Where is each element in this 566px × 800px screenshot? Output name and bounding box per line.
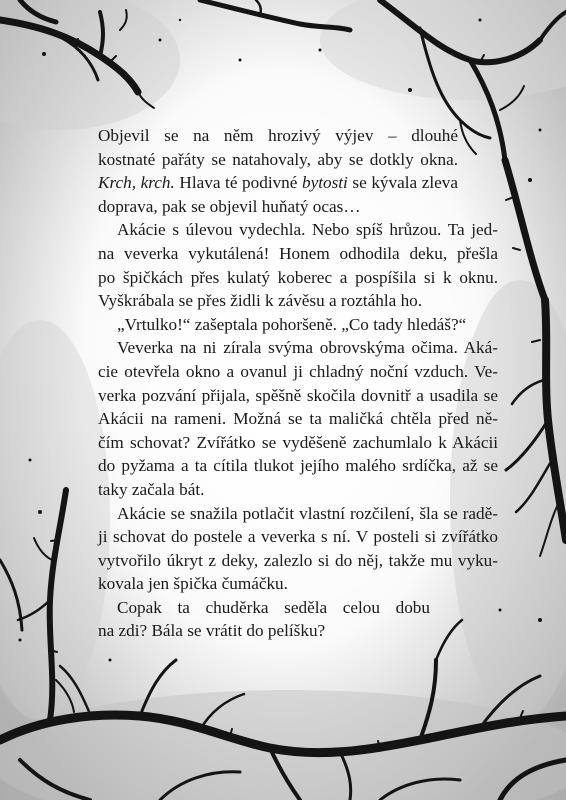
text-line: „Vrtulko!“ zašeptala pohoršeně. „Co tady hledáš?“ [117,314,467,334]
text-line: cie otevřela okno a ovanul ji chladný noční vzduch. Ve- [98,361,498,381]
text-line: Akácii na rameni. Možná se ta maličká chtěla před ně- [98,409,498,429]
branch-top-center [200,0,350,30]
text-line: verka pozvání přijala, spěšně skočila dovnitř a usadila se [98,385,498,405]
text-line: čím schovat? Zvířátko se vyděšeně zachumlalo k Akácii [98,432,498,452]
branch-top-right [380,0,540,62]
text-line: doprava, pak se objevil huňatý ocas… [98,196,361,216]
text-line: kovala jen špička čumáčku. [98,574,288,594]
story-text [98,124,498,643]
text-line: Akácie s úlevou vydechla. Nebo spíš hrůzou. Ta jed- [117,220,498,240]
text-line: na zdi? Bála se vrátit do pelíšku? [98,621,326,641]
text-line [98,171,458,195]
paragraph-4 [98,502,498,596]
text-line: Akácie se snažila potlačit vlastní rozčilení, šla se radě- [117,503,498,523]
branch-left [50,490,66,720]
paragraph-1 [98,124,458,218]
text-line: Vyškrábala se přes židli k závěsu a roztáhla ho. [98,291,423,311]
text-line: taky začala bát. [98,479,205,499]
text-span: Hlava té podivné [174,173,302,193]
branch-bottom [0,715,566,753]
branch-top-left [0,20,138,92]
paragraph-3 [98,336,498,501]
text-line: ji schovat do postele a veverka s ní. V posteli si zvířátko [98,527,498,547]
text-line: Veverka na ni zírala svýma obrovskýma očima. Aká- [117,338,498,358]
text-line: vytvořilo úkryt z deky, zalezlo si do něj, takže mu vyku- [98,550,498,570]
text-line: Objevil se na něm hrozivý výjev – dlouhé [98,126,458,145]
paragraph-5 [98,596,430,643]
paragraph-2 [98,218,498,336]
text-line: po špičkách přes kulatý koberec a pospíšila si k oknu. [98,267,498,287]
text-span: se kývala zleva [347,173,458,193]
onomatopoeia-text: Krch, krch. [98,173,175,193]
emphasis-text: bytosti [302,173,348,193]
text-line: Copak ta chuděrka seděla celou dobu [117,597,430,617]
text-line: na veverka vykutálená! Honem odhodila deku, přešla [98,243,498,263]
text-line: kostnaté pařáty se natahovaly, aby se dotkly okna. [98,149,458,169]
text-line: do pyžama a ta cítila tlukot jejího malého srdíčka, až se [98,456,498,476]
